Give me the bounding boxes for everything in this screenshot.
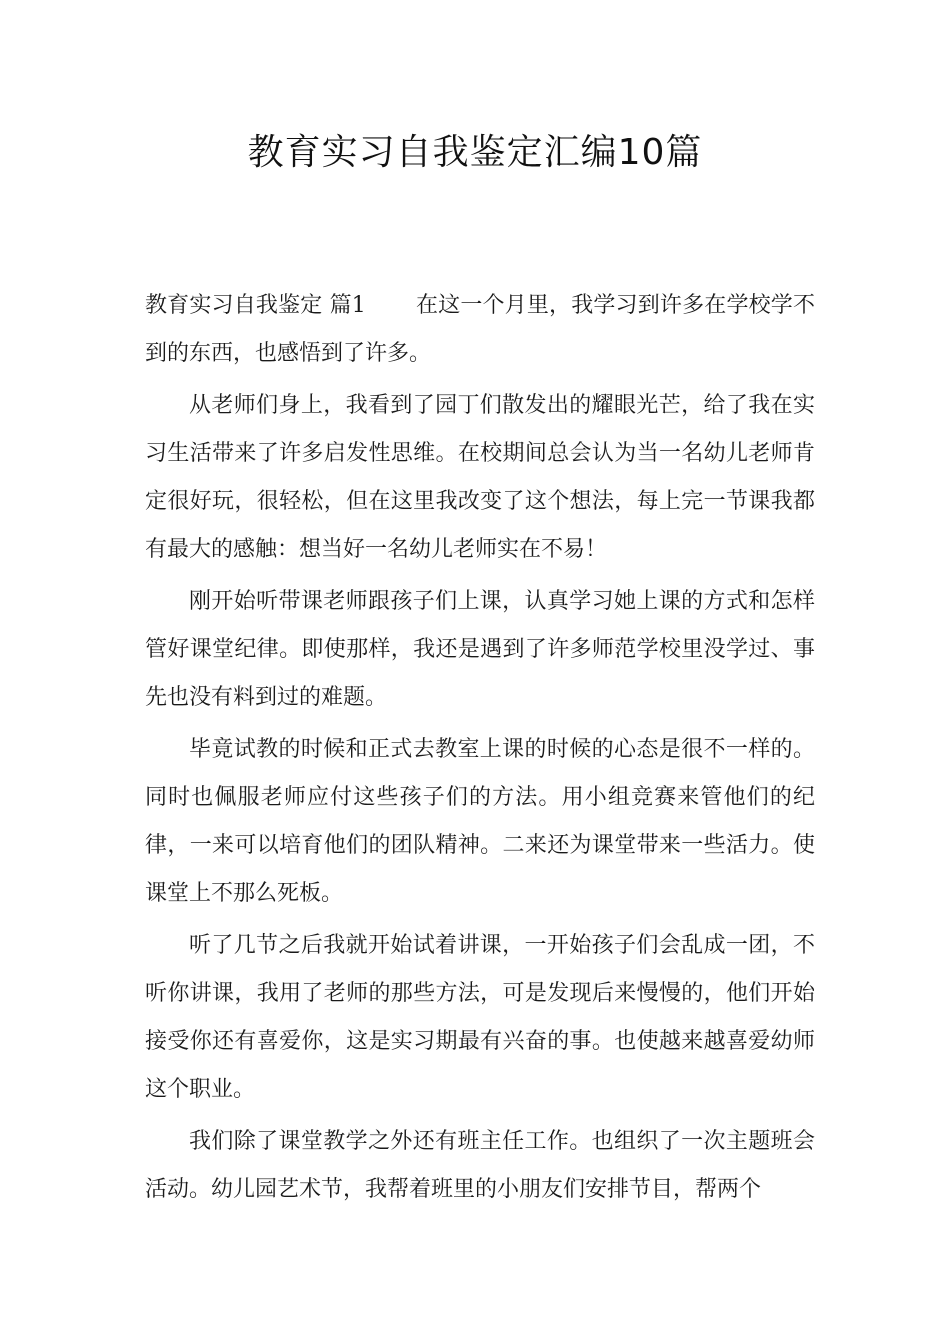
paragraph-1 xyxy=(145,282,815,378)
document-title: 教育实习自我鉴定汇编10篇 xyxy=(247,132,703,173)
paragraph-6: 我们除了课堂教学之外还有班主任工作。也组织了一次主题班会活动。幼儿园艺术节，我帮着班里的小朋友们安排节目，帮两个 xyxy=(145,1129,815,1202)
paragraph-5: 听了几节之后我就开始试着讲课，一开始孩子们会乱成一团，不听你讲课，我用了老师的那些方法，可是发现后来慢慢的，他们开始接受你还有喜爱你，这是实习期最有兴奋的事。也使越来越喜爱幼师这个职业。 xyxy=(145,933,815,1102)
paragraph-1-text: 在这一个月里，我学习到许多在学校学不到的东西，也感悟到了许多。 xyxy=(145,293,815,366)
paragraph-2: 从老师们身上，我看到了园丁们散发出的耀眼光芒，给了我在实习生活带来了许多启发性思维。在校期间总会认为当一名幼儿老师肯定很好玩，很轻松，但在这里我改变了这个想法，每上完一节课我都有最大的感触：想当好一名幼儿老师实在不易！ xyxy=(145,393,815,562)
paragraph-4: 毕竟试教的时候和正式去教室上课的时候的心态是很不一样的。同时也佩服老师应付这些孩子们的方法。用小组竞赛来管他们的纪律，一来可以培育他们的团队精神。二来还为课堂带来一些活力。使课堂上不那么死板。 xyxy=(145,737,815,906)
paragraph-3: 刚开始听带课老师跟孩子们上课，认真学习她上课的方式和怎样管好课堂纪律。即使那样，我还是遇到了许多师范学校里没学过、事先也没有料到过的难题。 xyxy=(145,589,815,710)
section-label: 教育实习自我鉴定 篇1 xyxy=(145,293,366,318)
document-body xyxy=(145,282,815,1218)
